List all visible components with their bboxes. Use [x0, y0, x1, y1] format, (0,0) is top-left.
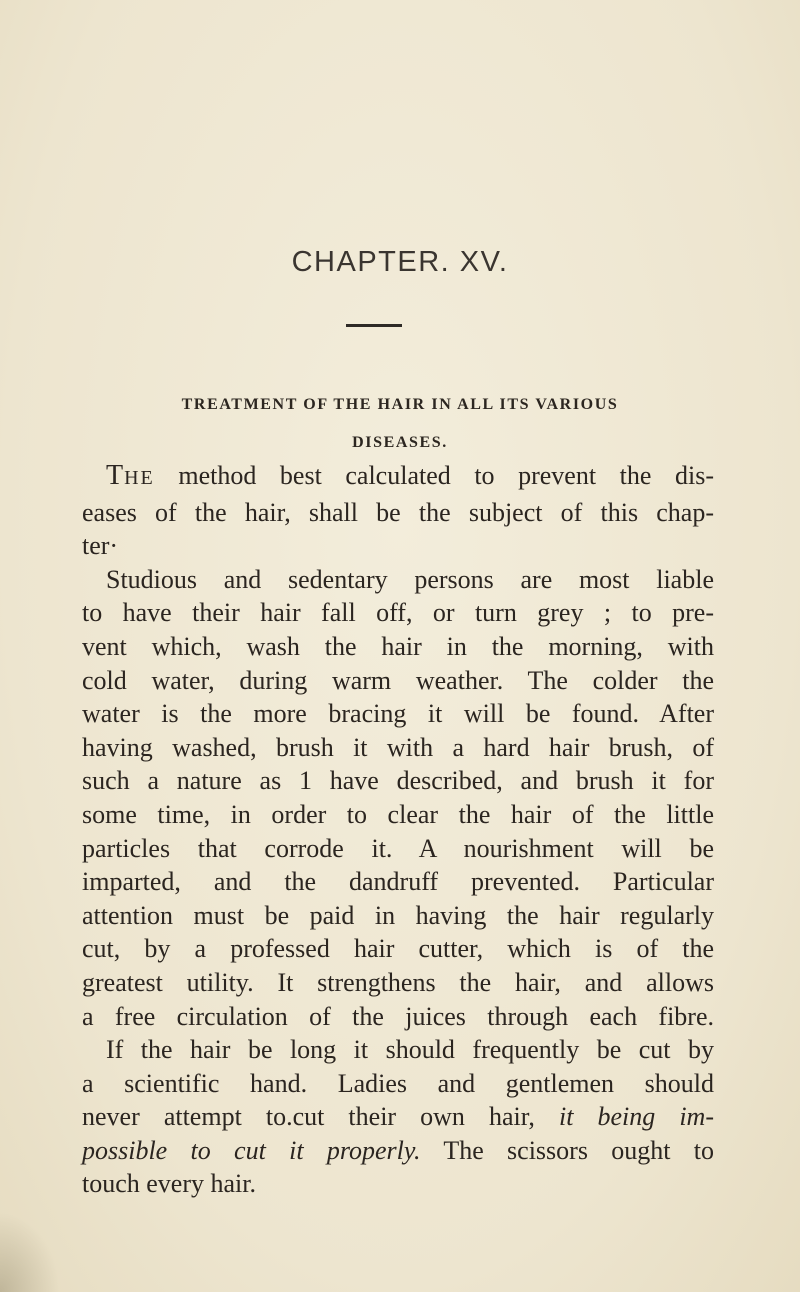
text-line: greatest utility. It strengthens the hair, and allows: [82, 967, 714, 997]
text-line: particles that corrode it. A nourishment will be: [82, 833, 714, 863]
text-line: [82, 1100, 714, 1134]
text-line: cold water, during warm weather. The colder the: [82, 665, 714, 695]
chapter-heading-line-1: TREATMENT OF THE HAIR IN ALL ITS VARIOUS: [181, 396, 619, 413]
text-line: [82, 1134, 714, 1168]
chapter-heading-line-2: DISEASES.: [352, 434, 448, 451]
text-line: imparted, and the dandruff prevented. Particular: [82, 867, 714, 897]
chapter-heading: [0, 386, 800, 462]
text-line: Studious and sedentary persons are most liable: [106, 564, 714, 594]
text-line: cut, by a professed hair cutter, which is of the: [82, 934, 714, 964]
text-line: attention must be paid in having the hair regularly: [82, 900, 714, 930]
text-line: having washed, brush it with a hard hair brush, of: [82, 732, 714, 762]
text-line: ter·: [82, 531, 119, 561]
text-line: some time, in order to clear the hair of the little: [82, 799, 714, 829]
text-line: a free circulation of the juices through each fibre.: [82, 1001, 714, 1031]
text-line: vent which, wash the hair in the morning, with: [82, 631, 714, 661]
italic-text: it being im-: [558, 1102, 714, 1132]
text-line: touch every hair.: [82, 1169, 256, 1199]
text-line: a scientific hand. Ladies and gentlemen should: [82, 1068, 714, 1098]
text-line: If the hair be long it should frequently be cut by: [106, 1035, 714, 1065]
text-segment: never attempt to.cut their own hair,: [82, 1102, 559, 1132]
title-rule-divider: [346, 324, 402, 327]
text-line: water is the more bracing it will be found. After: [82, 699, 714, 729]
drop-initial: T: [106, 460, 125, 491]
text-line: eases of the hair, shall be the subject of this chap-: [82, 497, 714, 527]
chapter-title: CHAPTER. XV.: [291, 246, 509, 278]
text-line: such a nature as 1 have described, and brush it for: [82, 766, 714, 796]
italic-text: possible to cut it properly.: [82, 1135, 421, 1165]
text-line: to have their hair fall off, or turn grey ; to pre-: [82, 598, 714, 628]
text-line: [82, 459, 714, 496]
page-corner-shadow: [0, 1212, 60, 1292]
text-segment: The scissors ought to: [420, 1135, 714, 1165]
small-caps-word: HE: [124, 467, 155, 489]
text-line-rest: method best calculated to prevent the dis-: [154, 461, 714, 490]
body-text: [82, 459, 714, 1201]
